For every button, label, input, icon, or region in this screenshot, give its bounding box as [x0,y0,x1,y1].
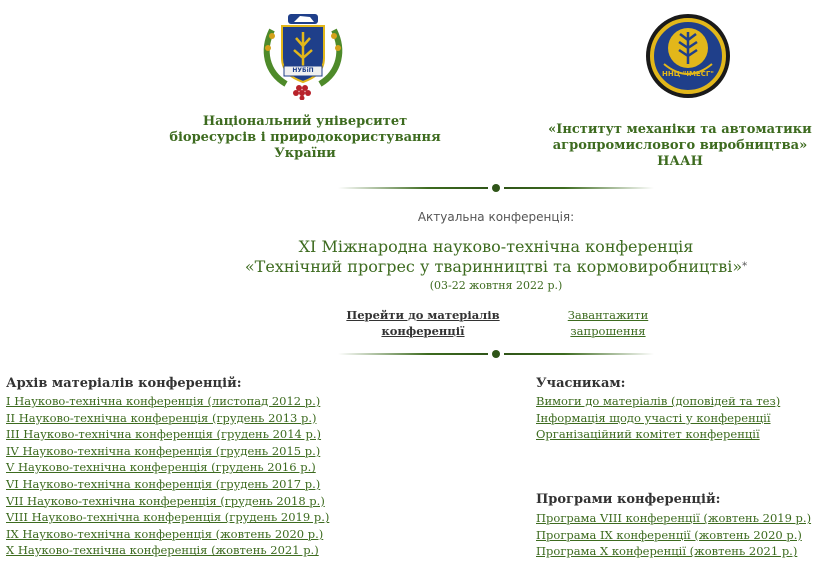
conference-title-line2-wrap [190,257,802,277]
right-org-line1: «Інститут механіки та автоматики [548,122,812,137]
go-to-materials-link[interactable] [340,307,506,339]
imesg-emblem [644,12,732,100]
organizing-committee-link[interactable]: Організаційний комітет конференції [536,427,760,442]
imesg-emblem-text: ННЦ "ІМЕСГ" [662,70,714,78]
programs-heading: Програми конференцій: [536,492,721,507]
download-invitation-link[interactable] [552,307,664,339]
conference-title-line1: XI Міжнародна науково-технічна конференція [298,237,694,256]
current-conference-label: Актуальна конференція: [417,210,575,224]
divider-top [338,184,654,192]
archive-link-7[interactable]: VII Науково-технічна конференція (грудень 2018 р.) [6,493,325,508]
go-to-materials-line2: конференції [381,324,465,338]
programs-list [536,510,826,560]
participation-info-link[interactable]: Інформація щодо участі у конференції [536,410,771,425]
divider-middle [338,350,654,358]
conference-dates: (03-22 жовтня 2022 р.) [429,279,563,292]
archive-link-6[interactable]: VI Науково-технічна конференція (грудень 2017 р.) [6,476,321,491]
left-org-line1: Національний університет [202,114,408,129]
right-org-name [530,122,830,170]
archive-link-4[interactable]: IV Науково-технічна конференція (грудень 2015 р.) [6,443,321,458]
archive-link-2[interactable]: II Науково-технічна конференція (грудень 2013 р.) [6,410,317,425]
nubip-coat-of-arms-icon [258,10,348,100]
archive-link-9[interactable]: IX Науково-технічна конференція (жовтень 2020 р.) [6,526,324,541]
left-org-line2: біоресурсів і природокористування [169,130,441,145]
program-link-8[interactable]: Програма VIII конференції (жовтень 2019 р.) [536,511,812,525]
archive-link-1[interactable]: I Науково-технічна конференція (листопад 2012 р.) [6,394,321,408]
right-org-line2: агропромислового виробництва» НААН [552,138,808,169]
requirements-link[interactable]: Вимоги до матеріалів (доповідей та тез) [536,394,781,408]
participants-heading: Учасникам: [536,376,626,391]
participants-list [536,393,826,443]
archive-link-5[interactable]: V Науково-технічна конференція (грудень 2016 р.) [6,460,316,475]
download-invitation-line2: запрошення [570,324,646,338]
archive-link-3[interactable]: III Науково-технічна конференція (грудень 2014 р.) [6,427,322,442]
go-to-materials-line1: Перейти до матеріалів [346,308,500,322]
footnote-star: * [742,261,748,272]
program-link-10[interactable]: Програма X конференції (жовтень 2021 р.) [536,544,798,559]
archive-heading: Архів матеріалів конференцій: [6,376,242,391]
current-conference-title [190,237,802,277]
archive-list [6,393,336,559]
archive-link-8[interactable]: VIII Науково-технічна конференція (грудень 2019 р.) [6,510,330,525]
nubip-emblem-text: НУБіП [292,67,314,74]
nubip-emblem [258,10,348,100]
program-link-9[interactable]: Програма IX конференції (жовтень 2020 р.) [536,527,802,542]
left-org-name [160,114,450,162]
conference-title-line2: «Технічний прогрес у тваринництві та кормовиробництві» [244,257,743,276]
left-org-line3: України [274,146,336,161]
gear-wheat-icon [644,12,732,100]
archive-link-10[interactable]: X Науково-технічна конференція (жовтень 2021 р.) [6,543,319,558]
download-invitation-line1: Завантажити [567,308,649,322]
